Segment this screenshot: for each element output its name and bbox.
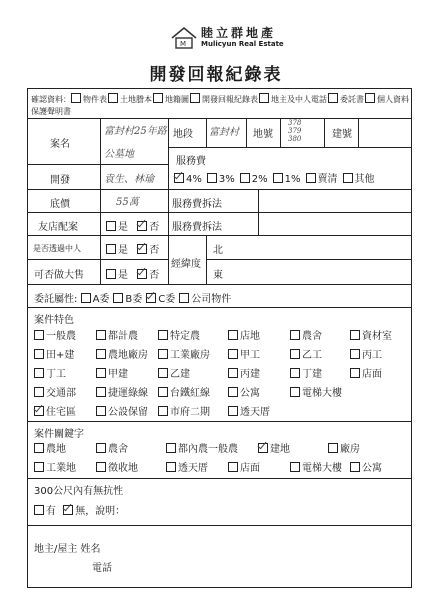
no-label: 否 (149, 222, 160, 233)
option-checkbox[interactable] (240, 173, 250, 183)
option-item (273, 174, 301, 185)
option-label: 乙工 (302, 350, 322, 361)
commission-options (81, 294, 236, 305)
option-label: 田+建 (46, 350, 75, 361)
option-checkbox[interactable] (350, 368, 360, 378)
feature-item (228, 346, 260, 361)
option-label: 農舍 (108, 444, 128, 455)
option-checkbox[interactable] (228, 462, 238, 472)
feature-item (158, 365, 190, 380)
option-checkbox[interactable] (81, 293, 91, 303)
keyword-item (290, 459, 342, 474)
option-checkbox[interactable] (228, 387, 238, 397)
keyword-item (96, 440, 128, 455)
option-item (207, 174, 235, 185)
option-label: 店面 (240, 463, 260, 474)
option-item (190, 95, 258, 104)
yes-label: 是 (118, 222, 128, 233)
owner-phone-label: 電話 (92, 563, 112, 574)
feature-item (158, 327, 200, 342)
option-label: 農地 (46, 444, 66, 455)
option-item (228, 388, 260, 399)
case-name-label: 案名 (50, 139, 70, 150)
option-item (158, 369, 190, 380)
company-logo (171, 24, 284, 58)
feature-item (350, 327, 392, 342)
option-checkbox[interactable] (34, 443, 44, 453)
option-checkbox[interactable] (34, 330, 44, 340)
option-label: 農地廠房 (108, 350, 148, 361)
option-label: 透天厝 (240, 407, 270, 418)
option-item (96, 331, 138, 342)
option-checkbox[interactable] (365, 93, 375, 103)
form-frame (27, 88, 412, 588)
option-item (158, 407, 210, 418)
option-label: 地籍圖 (165, 95, 189, 104)
section-label: 地段 (173, 129, 193, 140)
option-checkbox[interactable] (190, 93, 200, 103)
option-label: 電梯大樓 (302, 388, 342, 399)
option-checkbox[interactable] (350, 330, 360, 340)
option-item (34, 350, 74, 361)
option-label: 交通部 (46, 388, 76, 399)
option-label: 捷運綠線 (108, 388, 148, 399)
option-label: 資材室 (362, 331, 392, 342)
option-item (96, 350, 148, 361)
option-item (34, 463, 76, 474)
option-item (174, 174, 202, 185)
partner-options (106, 218, 159, 233)
option-item (108, 95, 152, 104)
option-label: 公設保留 (108, 407, 148, 418)
option-label: 4% (186, 174, 202, 185)
svg-text:M: M (180, 40, 187, 48)
option-label: 物件表 (83, 95, 107, 104)
option-checkbox[interactable] (158, 368, 168, 378)
option-checkbox[interactable] (146, 293, 156, 303)
option-checkbox[interactable] (290, 462, 300, 472)
option-checkbox[interactable] (96, 368, 106, 378)
option-label: 土地謄本 (120, 95, 152, 104)
resistance-label: 300公尺內有無抗性 (34, 486, 124, 497)
coord-label: 經緯度 (171, 259, 201, 270)
checkbox-yes[interactable] (106, 269, 116, 279)
company-name-en: Mulicyun Real Estate (201, 40, 284, 48)
resistance-explain-label: ，說明： (85, 506, 126, 517)
house-logo-icon (171, 26, 197, 50)
resistance-options (34, 502, 125, 517)
option-checkbox[interactable] (228, 368, 238, 378)
feature-item (290, 346, 322, 361)
option-label: C委 (158, 294, 176, 305)
feature-item (290, 384, 342, 399)
option-label: 店地 (240, 331, 260, 342)
feature-item (96, 403, 148, 418)
option-checkbox[interactable] (96, 443, 106, 453)
page-title: 開發回報紀錄表 (149, 65, 283, 85)
case-name-value[interactable]: 富封村25年路 (104, 126, 167, 137)
option-checkbox[interactable] (290, 349, 300, 359)
option-item (290, 331, 322, 342)
option-checkbox[interactable] (96, 330, 106, 340)
option-checkbox[interactable] (96, 462, 106, 472)
option-label: 住宅區 (46, 407, 76, 418)
option-label: 廠房 (340, 444, 360, 455)
option-checkbox[interactable] (166, 462, 176, 472)
via-agent-options (106, 241, 159, 256)
north-label: 北 (213, 245, 223, 256)
option-checkbox[interactable] (96, 349, 106, 359)
option-item (228, 463, 260, 474)
option-checkbox[interactable] (343, 173, 353, 183)
option-label: 農舍 (302, 331, 322, 342)
option-checkbox[interactable] (258, 443, 268, 453)
option-checkbox[interactable] (158, 349, 168, 359)
owner-name-label: 地主/屋主 姓名 (34, 544, 101, 555)
option-label: 公寓 (240, 388, 260, 399)
option-item (228, 369, 260, 380)
option-checkbox[interactable] (259, 93, 269, 103)
option-item (34, 388, 76, 399)
option-checkbox[interactable] (290, 387, 300, 397)
option-checkbox[interactable] (108, 93, 118, 103)
option-checkbox[interactable] (179, 293, 189, 303)
option-checkbox[interactable] (207, 173, 217, 183)
keyword-item (34, 459, 76, 474)
option-item (328, 95, 364, 104)
option-item (158, 350, 210, 361)
feature-item (228, 327, 260, 342)
option-label: 公司物件 (191, 294, 232, 305)
option-checkbox[interactable] (34, 349, 44, 359)
option-item (96, 463, 138, 474)
option-label: 工業地 (46, 463, 76, 474)
option-item (71, 95, 107, 104)
option-label: 3% (218, 174, 235, 185)
option-label: 建地 (270, 444, 290, 455)
feature-item (350, 346, 382, 361)
option-item (153, 95, 189, 104)
option-checkbox[interactable] (158, 406, 168, 416)
option-item (96, 369, 128, 380)
option-item (259, 95, 327, 104)
option-item (146, 294, 175, 305)
option-label: 其他 (354, 174, 375, 185)
materials-checklist (71, 95, 410, 104)
keyword-item (96, 459, 138, 474)
option-label: 台鐵紅線 (170, 388, 210, 399)
option-item (158, 331, 200, 342)
option-label: 賣清 (317, 174, 338, 185)
feature-item (96, 365, 128, 380)
option-label: 市府二期 (170, 407, 210, 418)
feature-item (96, 346, 148, 361)
option-item (34, 444, 66, 455)
commission-line (34, 290, 235, 305)
option-item (328, 444, 360, 455)
via-agent-label: 是否透過中人 (33, 244, 81, 253)
keyword-item (328, 440, 360, 455)
option-checkbox[interactable] (96, 406, 106, 416)
option-item (96, 407, 148, 418)
keyword-item (258, 440, 290, 455)
company-name-cn: 睦立群地產 (201, 26, 277, 40)
materials-line (31, 93, 410, 105)
option-checkbox[interactable] (228, 349, 238, 359)
lot-value: 378 (288, 119, 302, 127)
option-checkbox[interactable] (290, 330, 300, 340)
option-item (290, 369, 322, 380)
feature-item (34, 327, 76, 342)
keywords-label: 案件關鍵字 (34, 429, 84, 440)
option-item (158, 388, 210, 399)
option-item (179, 294, 231, 305)
feature-item (158, 403, 210, 418)
option-label: 委託書 (340, 95, 364, 104)
no-label: 否 (149, 245, 160, 256)
checkbox-yes[interactable] (106, 221, 116, 231)
option-item (166, 463, 208, 474)
partner-label: 友店配案 (38, 222, 78, 233)
features-label: 案件特色 (34, 315, 74, 326)
developer-value[interactable]: 袁生、林瑜 (104, 174, 154, 185)
option-checkbox[interactable] (166, 443, 176, 453)
checkbox-yes[interactable] (106, 244, 116, 254)
option-checkbox[interactable] (158, 387, 168, 397)
resale-options (106, 266, 159, 281)
option-label: 店面 (362, 369, 382, 380)
option-label: 個人資料 (377, 95, 409, 104)
checkbox-resistance-yes[interactable] (34, 505, 44, 515)
option-checkbox[interactable] (34, 387, 44, 397)
option-checkbox[interactable] (290, 368, 300, 378)
feature-item (228, 384, 260, 399)
no-label: 否 (149, 270, 160, 281)
option-checkbox[interactable] (153, 93, 163, 103)
option-label: 丁建 (302, 369, 322, 380)
option-checkbox[interactable] (158, 330, 168, 340)
option-item (350, 463, 382, 474)
building-label: 建號 (332, 129, 352, 140)
option-item (350, 350, 382, 361)
checkbox-no[interactable] (137, 269, 147, 279)
lot-value: 379 (288, 127, 302, 135)
feature-item (96, 384, 148, 399)
option-label: B委 (125, 294, 143, 305)
option-item (290, 350, 322, 361)
option-item (34, 407, 76, 418)
option-label: 開發回報紀錄表 (202, 95, 258, 104)
option-label: 丁工 (46, 369, 66, 380)
service-fee-label: 服務費 (176, 156, 206, 167)
developer-label: 開發 (50, 175, 70, 186)
option-item (34, 331, 76, 342)
option-label: 都內農一般農 (178, 444, 238, 455)
feature-item (34, 346, 74, 361)
commission-label: 委託屬性: (34, 294, 78, 305)
resale-label: 可否做大售 (34, 270, 84, 281)
feature-item (96, 327, 138, 342)
fee-split-label: 服務費拆法 (172, 199, 222, 210)
feature-item (158, 384, 210, 399)
option-label: 甲工 (240, 350, 260, 361)
base-price-label: 底價 (50, 199, 70, 210)
option-item (306, 174, 338, 185)
option-label: 丙建 (240, 369, 260, 380)
option-item (228, 350, 260, 361)
option-label: 2% (251, 174, 268, 185)
option-item (365, 95, 409, 104)
lot-label: 地號 (253, 129, 273, 140)
option-checkbox[interactable] (113, 293, 123, 303)
resistance-no-label: 無 (75, 506, 86, 517)
feature-item (228, 365, 260, 380)
option-checkbox[interactable] (328, 443, 338, 453)
option-checkbox[interactable] (96, 387, 106, 397)
feature-item (34, 384, 76, 399)
option-label: 乙建 (170, 369, 190, 380)
feature-item (290, 365, 322, 380)
option-item (228, 331, 260, 342)
checkbox-no[interactable] (137, 244, 147, 254)
yes-label: 是 (118, 245, 128, 256)
option-item (228, 407, 270, 418)
option-checkbox[interactable] (174, 173, 184, 183)
feature-item (290, 327, 322, 342)
feature-item (34, 365, 66, 380)
option-label: 電梯大樓 (302, 463, 342, 474)
option-checkbox[interactable] (328, 93, 338, 103)
option-checkbox[interactable] (34, 462, 44, 472)
option-checkbox[interactable] (34, 406, 44, 416)
keyword-item (166, 440, 238, 455)
option-label: 徵收地 (108, 463, 138, 474)
option-label: 一般農 (46, 331, 76, 342)
lot-value: 380 (288, 135, 302, 143)
checkbox-resistance-no[interactable] (63, 505, 73, 515)
option-item (290, 463, 342, 474)
feature-item (350, 365, 382, 380)
lot-values[interactable] (288, 119, 301, 143)
option-checkbox[interactable] (228, 330, 238, 340)
option-label: 工業廠房 (170, 350, 210, 361)
feature-item (158, 346, 210, 361)
materials-line2: 保護聲明書 (31, 107, 71, 116)
yes-label: 是 (118, 270, 128, 281)
resistance-yes-label: 有 (46, 506, 56, 517)
option-item (350, 369, 382, 380)
option-item (290, 388, 342, 399)
materials-label: 確認資料： (31, 95, 71, 104)
option-label: 1% (284, 174, 301, 185)
option-item (166, 444, 238, 455)
option-checkbox[interactable] (306, 173, 316, 183)
keyword-item (350, 459, 382, 474)
option-label: 公寓 (362, 463, 382, 474)
option-item (350, 331, 392, 342)
checkbox-no[interactable] (137, 221, 147, 231)
option-checkbox[interactable] (350, 349, 360, 359)
option-label: 地主及中人電話 (271, 95, 327, 104)
option-item (34, 369, 66, 380)
option-label: 透天厝 (178, 463, 208, 474)
keyword-item (34, 440, 66, 455)
option-checkbox[interactable] (228, 406, 238, 416)
feature-item (228, 403, 270, 418)
option-label: 都計農 (108, 331, 138, 342)
section-value[interactable]: 富封村 (209, 127, 239, 138)
option-label: 甲建 (108, 369, 128, 380)
east-label: 東 (213, 270, 223, 281)
service-fee-options (174, 170, 380, 185)
option-label: 特定農 (170, 331, 200, 342)
case-name-value-2[interactable]: 公墓地 (104, 149, 134, 160)
keyword-item (166, 459, 208, 474)
option-checkbox[interactable] (71, 93, 81, 103)
fee-split-label-2: 服務費拆法 (172, 222, 222, 233)
option-item (113, 294, 142, 305)
option-label: 丙工 (362, 350, 382, 361)
base-price-value[interactable]: 55萬 (116, 197, 139, 208)
feature-item (34, 403, 76, 418)
option-item (96, 388, 148, 399)
option-item (81, 294, 110, 305)
option-label: A委 (92, 294, 110, 305)
option-checkbox[interactable] (273, 173, 283, 183)
keyword-item (228, 459, 260, 474)
option-item (96, 444, 128, 455)
option-item (343, 174, 375, 185)
option-checkbox[interactable] (34, 368, 44, 378)
option-item (258, 444, 290, 455)
option-item (240, 174, 268, 185)
option-checkbox[interactable] (350, 462, 360, 472)
